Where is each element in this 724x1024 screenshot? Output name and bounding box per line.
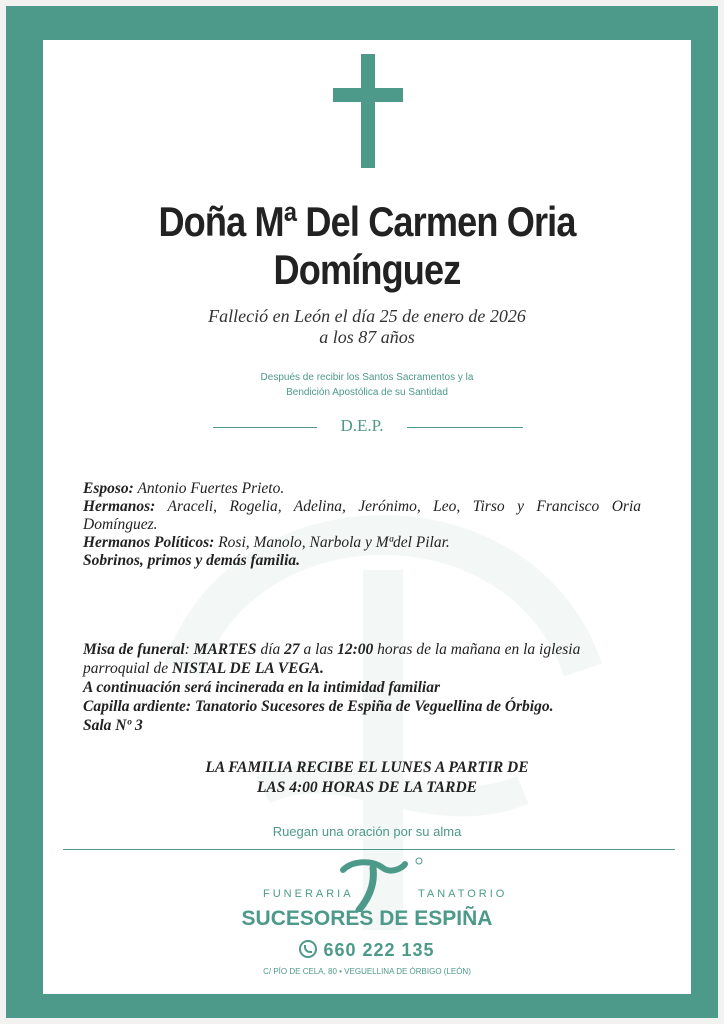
inlaws-names: Rosi, Manolo, Narbola y Mªdel Pilar. [218,534,450,551]
siblings-names: Araceli, Rogelia, Adelina, Jerónimo, Leo, Tirso y Francisco Oria Domínguez. [83,498,641,533]
cremation-line [83,678,641,697]
funeraria-label: FUNERARIA [263,888,354,900]
divider-line-right [407,427,523,428]
spouse-name: Antonio Fuertes Prieto. [137,480,285,497]
inlaws-label: Hermanos Políticos: [83,534,215,551]
dep-label: D.E.P. [340,416,384,435]
sacraments-line-2: Bendición Apostólica de su Santidad [286,387,448,398]
cross-icon [333,54,403,168]
death-date-line: Falleció en León el día 25 de enero de 2026 [208,306,526,326]
phone-number[interactable] [43,940,691,961]
mass-text-3: horas de la mañana en la iglesia parroquial de [83,641,581,677]
room-text: Sala Nº 3 [83,717,143,734]
death-info [43,306,691,348]
divider-line-left [213,427,317,428]
siblings-label: Hermanos: [83,498,156,515]
sacraments-line-1: Después de recibir los Santos Sacramentos y la [260,372,474,383]
tanatorio-label: TANATORIO [418,888,508,900]
others-line [83,552,641,570]
phone-icon [299,940,317,958]
siblings-line [83,498,641,534]
funeral-home-logo [333,856,423,912]
mass-text-2: a las [303,641,334,658]
obituary-card [43,40,691,994]
phone-text: 660 222 135 [323,940,435,960]
dep-divider [213,416,523,440]
teal-border-frame [6,6,718,1018]
footer-divider [63,849,675,850]
address: C/ PÍO DE CELA, 80 • VEGUELLINA DE ÓRBIGO (LEÓN) [263,967,471,976]
deceased-name: Doña Mª Del Carmen Oria Domínguez [158,198,576,293]
brand-name: SUCESORES DE ESPIÑA [241,907,493,930]
cremation-text: A continuación será incinerada en la intimidad familiar [83,679,440,696]
mass-time: 12:00 [337,641,374,658]
others-text: Sobrinos, primos y demás familia. [83,552,301,569]
family-receives [43,758,691,798]
prayer-request: Ruegan una oración por su alma [272,824,462,839]
sacraments-text [43,370,691,400]
mass-text-1: día [260,641,281,658]
mass-place: NISTAL DE LA VEGA. [171,660,324,677]
mass-label: Misa de funeral [83,641,185,658]
family-list [83,480,641,570]
receives-line-2: LAS 4:00 HORAS DE LA TARDE [256,779,478,796]
room-line [83,716,641,735]
inlaws-line [83,534,641,552]
mass-date: 27 [284,641,300,658]
chapel-line [83,697,641,716]
spouse-line [83,480,641,498]
funeral-details [83,640,641,735]
chapel-text: Capilla ardiente: Tanatorio Sucesores de Espiña de Veguellina de Órbigo. [83,698,554,715]
mass-line: Misa de funeral: MARTES día 27 a las 12:00 horas de la mañana en la iglesia parroquial de NISTAL DE LA VEGA. [83,641,581,677]
mass-day: MARTES [193,641,257,658]
spouse-label: Esposo: [83,480,134,497]
age-line: a los 87 años [319,327,415,347]
receives-line-1: LA FAMILIA RECIBE EL LUNES A PARTIR DE [205,759,529,776]
